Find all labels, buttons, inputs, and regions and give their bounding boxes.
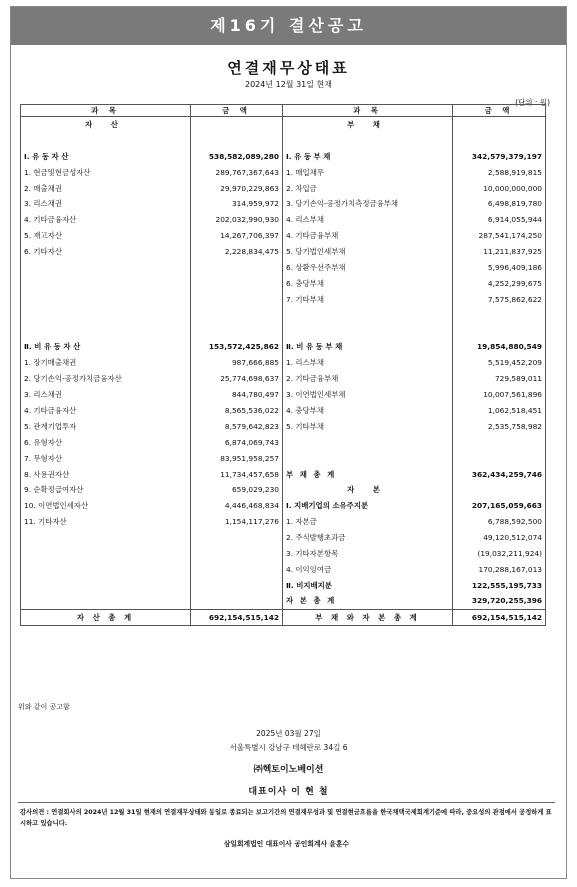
liab-account-label: Ⅰ. 지배기업의 소유주지분 (283, 498, 453, 514)
table-row (21, 514, 546, 530)
table-row (21, 387, 546, 403)
table-row (21, 307, 546, 323)
assets-account-amount: 844,780,497 (191, 387, 283, 403)
liab-account-label: 6. 충당부채 (283, 275, 453, 291)
liab-account-label: Ⅰ. 유 동 부 채 (283, 148, 453, 164)
liab-account-amount: 10,007,561,896 (453, 387, 546, 403)
audit-section (18, 802, 555, 870)
liab-account-label: 2. 기타금융부채 (283, 371, 453, 387)
table-row (21, 164, 546, 180)
table-row (21, 498, 546, 514)
table-row (21, 403, 546, 419)
assets-account-label: 5. 관계기업투자 (21, 418, 191, 434)
assets-account-label: 7. 무형자산 (21, 450, 191, 466)
assets-blank-label (21, 260, 191, 276)
table-row (21, 355, 546, 371)
liab-account-amount: 5,519,452,209 (453, 355, 546, 371)
assets-blank-label (21, 546, 191, 562)
liab-blank-label (283, 323, 453, 339)
assets-blank-amount (191, 291, 283, 307)
ceo-name: 대표이사 이 현 철 (248, 787, 329, 797)
unit-label: (단위 : 원) (515, 98, 550, 107)
liab-account-amount: 4,252,299,675 (453, 275, 546, 291)
assets-blank-amount (191, 593, 283, 609)
liab-account-amount: 329,720,255,396 (453, 593, 546, 609)
assets-blank-label (21, 593, 191, 609)
assets-account-label: 3. 리스채권 (21, 387, 191, 403)
table-row (21, 371, 546, 387)
liab-account-label: 4. 충당부채 (283, 403, 453, 419)
liab-account-amount: (19,032,211,924) (453, 546, 546, 562)
company-address: 서울특별시 강남구 테헤란로 34길 6 (229, 743, 348, 752)
liab-account-amount: 7,575,862,622 (453, 291, 546, 307)
liab-blank-label (283, 132, 453, 148)
table-row (21, 260, 546, 276)
assets-blank-amount (191, 577, 283, 593)
table-row (21, 482, 546, 498)
company-name: ㈜헥토이노베이션 (253, 765, 324, 775)
table-row (21, 117, 546, 133)
liab-blank-amount (453, 307, 546, 323)
liab-blank-amount (453, 434, 546, 450)
liab-section-heading: 자 본 (283, 482, 453, 498)
assets-account-label: 4. 기타금융자산 (21, 403, 191, 419)
assets-blank-amount (191, 530, 283, 546)
liab-account-label: 6. 상환우선주부채 (283, 260, 453, 276)
assets-account-amount: 25,774,698,637 (191, 371, 283, 387)
liab-blank-label (283, 450, 453, 466)
header-amount-right: 금 액 (453, 105, 546, 117)
table-row (21, 291, 546, 307)
table-row (21, 593, 546, 609)
table-header-row (21, 105, 546, 117)
assets-account-amount: 538,582,089,280 (191, 148, 283, 164)
liab-account-label: 3. 당기손익-공정가치측정금융부채 (283, 196, 453, 212)
liab-account-amount: 19,854,880,549 (453, 339, 546, 355)
assets-account-label: Ⅱ. 비 유 동 자 산 (21, 339, 191, 355)
publish-date: 2025년 03월 27일 (256, 729, 321, 738)
assets-blank-label (21, 577, 191, 593)
liab-account-amount: 287,541,174,250 (453, 228, 546, 244)
assets-blank-label (21, 323, 191, 339)
total-assets-label: 자 산 총 계 (21, 609, 191, 625)
assets-account-label: 4. 기타금융자산 (21, 212, 191, 228)
liab-section-heading: 부 채 (283, 117, 453, 133)
table-body (21, 117, 546, 610)
assets-account-amount: 2,228,834,475 (191, 244, 283, 260)
table-row (21, 561, 546, 577)
assets-account-label: 3. 리스채권 (21, 196, 191, 212)
assets-blank-amount (191, 275, 283, 291)
statement-date: 2024년 12월 31일 현재 (245, 80, 332, 89)
table-total-row (21, 609, 546, 625)
liab-blank-amount (453, 132, 546, 148)
liab-account-amount: 170,288,167,013 (453, 561, 546, 577)
assets-account-label: 1. 장기매출채권 (21, 355, 191, 371)
liab-blank-label (283, 434, 453, 450)
assets-account-amount: 314,959,972 (191, 196, 283, 212)
liab-account-label: 3. 이연법인세부채 (283, 387, 453, 403)
table-row (21, 180, 546, 196)
audit-opinion: 감사의견 : 연결회사의 2024년 12월 31일 현재의 연결재무상태와 동일로 종료되는 보고기간의 연결재무성과 및 연결현금흐름을 한국채택국제회계기준에 따라, 중요성의 관점에서 공정하게 표시하고 있습니다. (20, 809, 552, 827)
liab-account-amount: 6,788,592,500 (453, 514, 546, 530)
table-row (21, 148, 546, 164)
assets-account-amount: 987,666,885 (191, 355, 283, 371)
table-row (21, 244, 546, 260)
assets-account-amount: 6,874,069,743 (191, 434, 283, 450)
assets-account-amount: 1,154,117,276 (191, 514, 283, 530)
assets-account-amount: 659,029,230 (191, 482, 283, 498)
total-liab-equity-label: 부 채 와 자 본 총 계 (283, 609, 453, 625)
assets-blank-label (21, 275, 191, 291)
table-row (21, 577, 546, 593)
table-row (21, 212, 546, 228)
liab-account-label: 2. 주식발행초과금 (283, 530, 453, 546)
liab-section-amount-blank (453, 482, 546, 498)
auditor-signature: 삼일회계법인 대표이사 공인회계사 윤훈수 (223, 840, 350, 848)
assets-account-label: 8. 사용권자산 (21, 466, 191, 482)
assets-blank-amount (191, 561, 283, 577)
liab-account-amount: 2,535,758,982 (453, 418, 546, 434)
total-assets-amount: 692,154,515,142 (191, 609, 283, 625)
assets-blank-label (21, 307, 191, 323)
liab-account-amount: 122,555,195,733 (453, 577, 546, 593)
liab-blank-amount (453, 450, 546, 466)
assets-account-amount: 83,951,958,257 (191, 450, 283, 466)
assets-blank-amount (191, 323, 283, 339)
liab-account-amount: 1,062,518,451 (453, 403, 546, 419)
liab-account-label: 2. 차입금 (283, 180, 453, 196)
assets-account-amount: 11,734,457,658 (191, 466, 283, 482)
liab-account-amount: 11,211,837,925 (453, 244, 546, 260)
liab-account-amount: 362,434,259,746 (453, 466, 546, 482)
table-row (21, 530, 546, 546)
page-title: 연결재무상태표 (227, 59, 350, 77)
assets-blank-label (21, 561, 191, 577)
total-liab-equity-amount: 692,154,515,142 (453, 609, 546, 625)
table-row (21, 132, 546, 148)
assets-account-label: 10. 이연법인세자산 (21, 498, 191, 514)
liab-account-amount: 2,588,919,815 (453, 164, 546, 180)
liab-account-amount: 10,000,000,000 (453, 180, 546, 196)
liab-account-label: 5. 기타부채 (283, 418, 453, 434)
liab-account-label: 부 채 총 계 (283, 466, 453, 482)
assets-section-heading: 자 산 (21, 117, 191, 133)
liab-account-label: 7. 기타부채 (283, 291, 453, 307)
assets-account-label: 6. 기타자산 (21, 244, 191, 260)
assets-blank-label (21, 291, 191, 307)
liab-account-label: 5. 당기법인세부채 (283, 244, 453, 260)
assets-blank-amount (191, 546, 283, 562)
liab-account-label: Ⅱ. 비 유 동 부 채 (283, 339, 453, 355)
liab-account-amount: 207,165,059,663 (453, 498, 546, 514)
assets-blank-amount (191, 307, 283, 323)
assets-account-amount: 29,970,229,863 (191, 180, 283, 196)
assets-section-amount-blank (191, 117, 283, 133)
liab-account-label: 1. 매입채무 (283, 164, 453, 180)
table-row (21, 275, 546, 291)
assets-account-label: Ⅰ. 유 동 자 산 (21, 148, 191, 164)
table-row (21, 339, 546, 355)
header-item-left: 과 목 (21, 105, 191, 117)
table-row (21, 466, 546, 482)
balance-sheet-table (20, 104, 546, 626)
header-item-right: 과 목 (283, 105, 453, 117)
liab-account-label: 자 본 총 계 (283, 593, 453, 609)
liab-account-amount: 5,996,409,186 (453, 260, 546, 276)
liab-account-label: 3. 기타자본항목 (283, 546, 453, 562)
liab-account-amount: 6,914,055,944 (453, 212, 546, 228)
assets-account-amount: 4,446,468,834 (191, 498, 283, 514)
assets-account-amount: 8,565,536,022 (191, 403, 283, 419)
liab-account-label: 1. 자본금 (283, 514, 453, 530)
assets-account-label: 9. 순확정급여자산 (21, 482, 191, 498)
assets-account-label: 1. 현금및현금성자산 (21, 164, 191, 180)
table-row (21, 450, 546, 466)
liab-account-label: Ⅱ. 비지배지분 (283, 577, 453, 593)
assets-blank-amount (191, 260, 283, 276)
liab-account-amount: 729,589,011 (453, 371, 546, 387)
assets-blank-label (21, 530, 191, 546)
table-row (21, 434, 546, 450)
liab-blank-label (283, 307, 453, 323)
liab-account-amount: 342,579,379,197 (453, 148, 546, 164)
assets-account-amount: 289,767,367,643 (191, 164, 283, 180)
table-row (21, 418, 546, 434)
liab-account-amount: 49,120,512,074 (453, 530, 546, 546)
header-amount-left: 금 액 (191, 105, 283, 117)
assets-account-label: 5. 재고자산 (21, 228, 191, 244)
table-row (21, 196, 546, 212)
assets-blank-amount (191, 132, 283, 148)
table-row (21, 546, 546, 562)
liab-account-label: 4. 기타금융부채 (283, 228, 453, 244)
liab-account-label: 1. 리스부채 (283, 355, 453, 371)
assets-account-label: 6. 유형자산 (21, 434, 191, 450)
liab-account-amount: 6,498,819,780 (453, 196, 546, 212)
assets-account-label: 2. 당기손익-공정가치금융자산 (21, 371, 191, 387)
liab-account-label: 4. 이익잉여금 (283, 561, 453, 577)
assets-account-amount: 8,579,642,823 (191, 418, 283, 434)
notice-note: 위와 같이 공고함 (18, 703, 70, 711)
table-row (21, 323, 546, 339)
assets-account-amount: 202,032,990,930 (191, 212, 283, 228)
liab-section-amount-blank (453, 117, 546, 133)
table-row (21, 228, 546, 244)
assets-account-label: 11. 기타자산 (21, 514, 191, 530)
assets-account-amount: 153,572,425,862 (191, 339, 283, 355)
assets-account-amount: 14,267,706,397 (191, 228, 283, 244)
liab-account-label: 4. 리스부채 (283, 212, 453, 228)
assets-account-label: 2. 매출채권 (21, 180, 191, 196)
assets-blank-label (21, 132, 191, 148)
liab-blank-amount (453, 323, 546, 339)
notice-banner: 제16기 결산공고 (11, 7, 566, 45)
